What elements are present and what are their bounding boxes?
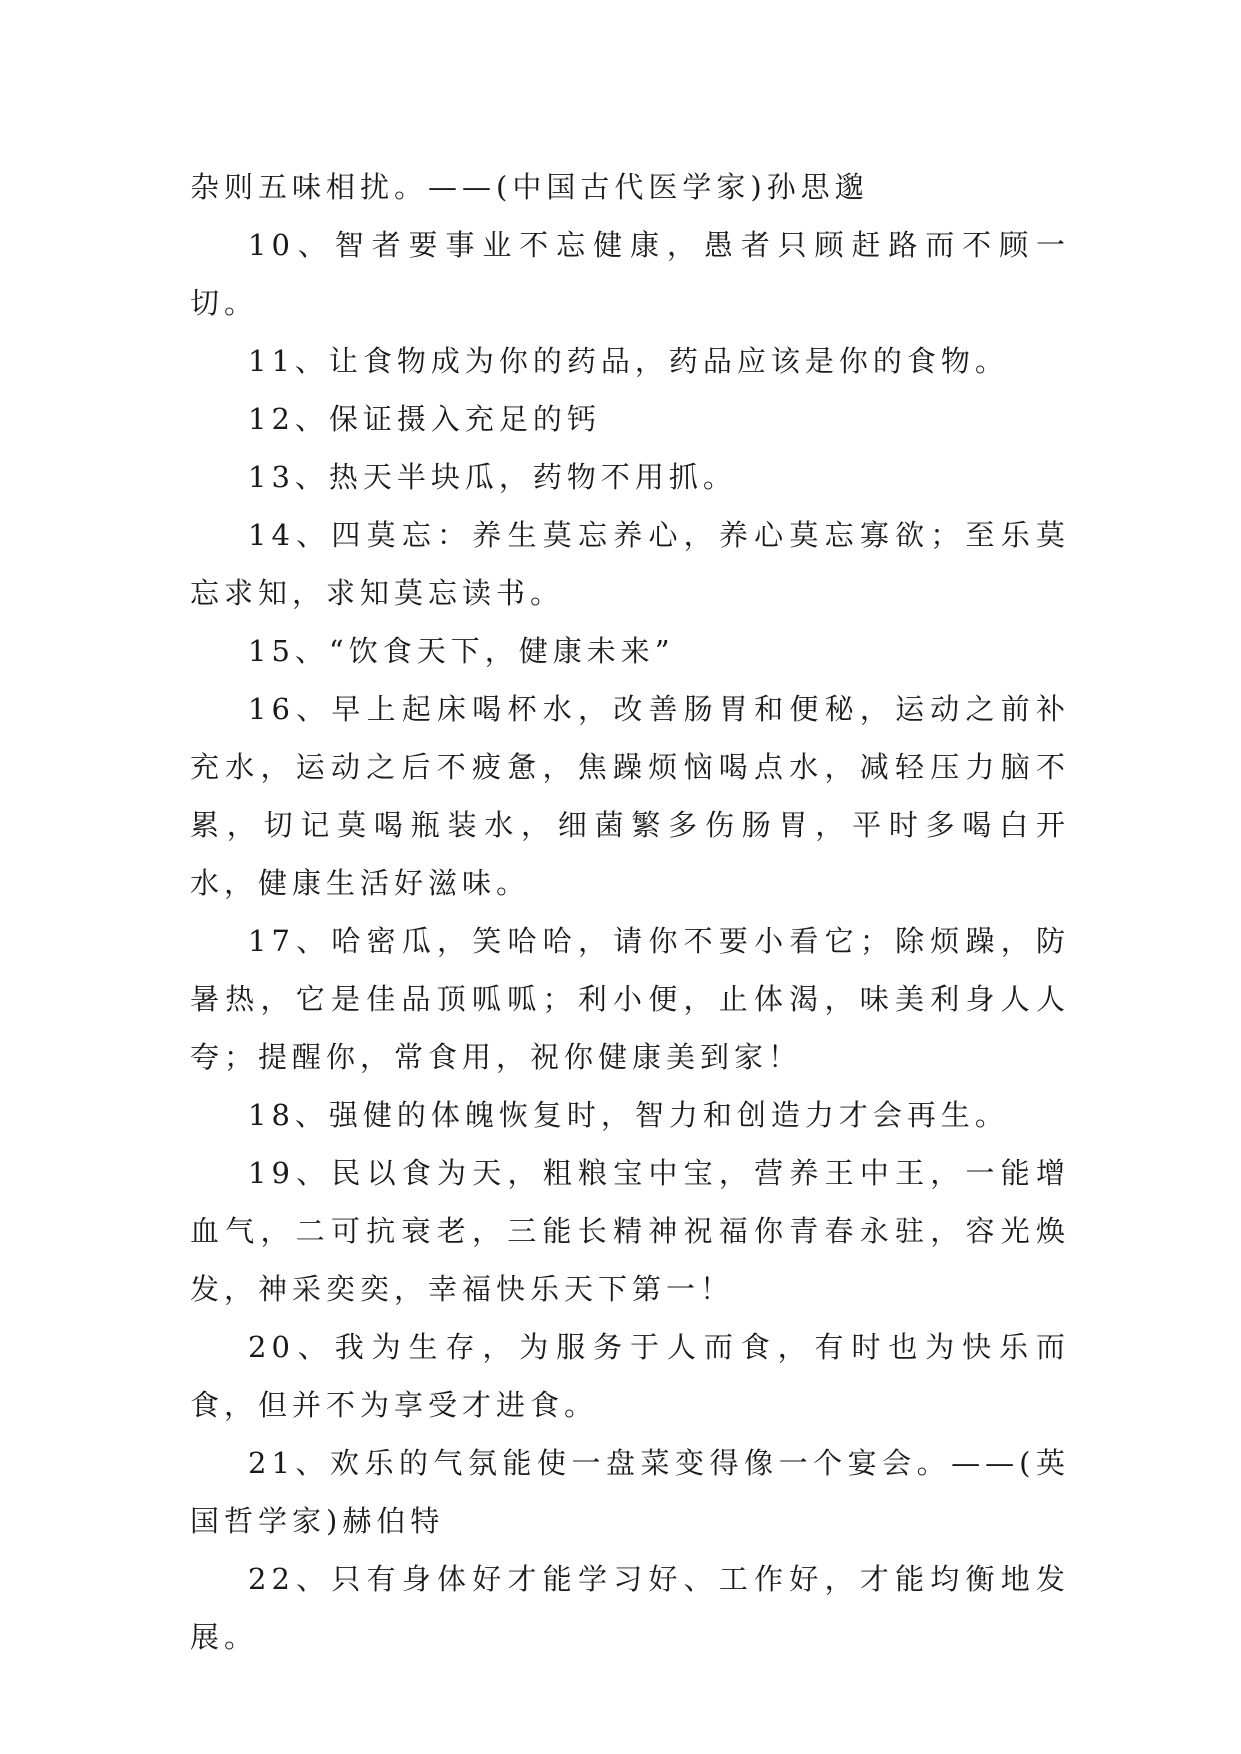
paragraph-item-19: 19、民以食为天，粗粮宝中宝，营养王中王，一能增血气，二可抗衰老，三能长精神祝福你青春永驻，容光焕发，神采奕奕，幸福快乐天下第一！ [190, 1156, 1070, 1306]
paragraph-item-22: 22、只有身体好才能学习好、工作好，才能均衡地发展。 [190, 1562, 1070, 1654]
paragraph-item-17: 17、哈密瓜，笑哈哈，请你不要小看它；除烦躁，防暑热，它是佳品顶呱呱；利小便，止体渴，味美利身人人夸；提醒你，常食用，祝你健康美到家！ [190, 924, 1070, 1074]
paragraph-item-11: 11、让食物成为你的药品，药品应该是你的食物。 [248, 344, 1009, 378]
paragraph-continuation: 杂则五味相扰。——(中国古代医学家)孙思邈 [190, 170, 869, 204]
paragraph-item-15: 15、“饮食天下，健康未来” [248, 634, 675, 668]
document-body [190, 158, 1070, 1666]
paragraph-item-12: 12、保证摄入充足的钙 [248, 402, 601, 436]
paragraph-item-16: 16、早上起床喝杯水，改善肠胃和便秘，运动之前补充水，运动之后不疲惫，焦躁烦恼喝点水，减轻压力脑不累，切记莫喝瓶装水，细菌繁多伤肠胃，平时多喝白开水，健康生活好滋味。 [190, 692, 1070, 900]
paragraph-item-20: 20、我为生存，为服务于人而食，有时也为快乐而食，但并不为享受才进食。 [190, 1330, 1070, 1422]
paragraph-item-13: 13、热天半块瓜，药物不用抓。 [248, 460, 737, 494]
paragraph-item-14: 14、四莫忘：养生莫忘养心，养心莫忘寡欲；至乐莫忘求知，求知莫忘读书。 [190, 518, 1070, 610]
paragraph-item-21: 21、欢乐的气氛能使一盘菜变得像一个宴会。——(英国哲学家)赫伯特 [190, 1446, 1070, 1538]
paragraph-item-18: 18、强健的体魄恢复时，智力和创造力才会再生。 [248, 1098, 1009, 1132]
paragraph-item-10: 10、智者要事业不忘健康，愚者只顾赶路而不顾一切。 [190, 228, 1070, 320]
